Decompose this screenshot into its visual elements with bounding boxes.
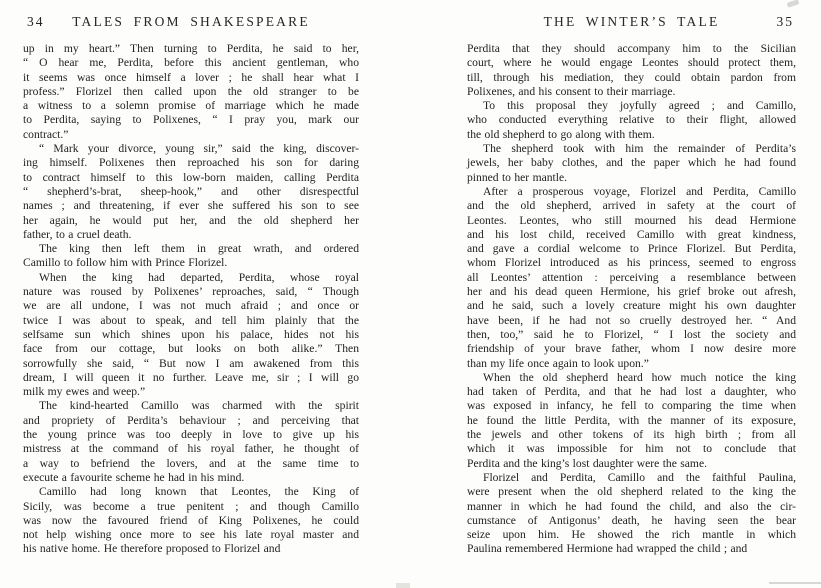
- text-line: Polixenes, and his consent to their marriage.: [467, 84, 676, 98]
- paragraph: [467, 142, 796, 185]
- text-line: Camillo to follow him with Prince Florizel.: [23, 256, 228, 270]
- text-line: manner in which he had found the child, and also the cir-: [467, 499, 796, 513]
- paragraph: [23, 485, 359, 556]
- text-line: friendship of your brave father, whom I now desire more: [467, 342, 796, 356]
- scan-artifact-top-right: [787, 0, 800, 8]
- paragraph: [467, 99, 796, 142]
- text-line: mistress at the command of his royal father, he thought of: [23, 442, 359, 456]
- left-page: [23, 13, 359, 557]
- text-line: The kind-hearted Camillo was charmed with the spirit: [39, 399, 359, 413]
- text-line: dream, I will queen it no further. Leave me, sir ; I will go: [23, 370, 359, 384]
- text-line: were present when the old shepherd related to the king the: [467, 485, 796, 499]
- left-running-title: TALES FROM SHAKESPEARE: [72, 14, 310, 29]
- text-line: and his lost child, received Camillo with great kindness,: [467, 227, 796, 241]
- text-line: “ Mark your divorce, young sir,” said the king, discover-: [39, 142, 359, 156]
- text-line: Leontes. Leontes, who still mourned his dead Hermione: [467, 213, 796, 227]
- text-line: court, where he would engage Leontes should protect them,: [467, 56, 796, 70]
- text-line: and gave a cordial welcome to Prince Florizel. But Perdita,: [467, 242, 796, 256]
- left-page-number: 34: [27, 14, 45, 29]
- right-page-header: [467, 13, 796, 30]
- text-line: her again, he would put her, and the old shepherd her: [23, 213, 359, 227]
- paragraph: [23, 271, 359, 400]
- text-line: and he said, such a lovely creature might his own daughter: [467, 299, 796, 313]
- text-line: the young prince was too deeply in love to give up his: [23, 428, 359, 442]
- paragraph: [23, 142, 359, 242]
- text-line: a way to befriend the lovers, and at the same time to: [23, 456, 359, 470]
- text-line: it seems was once himself a lover ; he shall hear what I: [23, 70, 359, 84]
- text-line: her and his dead queen Hermione, his grief broke out afresh,: [467, 285, 796, 299]
- text-line: The shepherd took with him the remainder of Perdita’s: [483, 142, 796, 156]
- paragraph: [23, 399, 359, 485]
- scan-artifact-bottom-right: [769, 582, 821, 584]
- text-line: execute a favourite scheme he had in his mind.: [23, 470, 245, 484]
- text-line: “ shepherd’s-brat, sheep-hook,” and other disrespectful: [23, 184, 359, 198]
- text-line: the jewels and other tokens of its high birth ; from all: [467, 428, 796, 442]
- text-line: Sicily, was become a true penitent ; and though Camillo: [23, 499, 359, 513]
- text-line: To this proposal they joyfully agreed ; and Camillo,: [483, 99, 796, 113]
- text-line: had taken of Perdita, and that he had lost a daughter, who: [467, 385, 796, 399]
- text-line: Paulina remembered Hermione had wrapped the child ; and: [467, 542, 748, 556]
- text-line: When the old shepherd heard how much notice the king: [483, 370, 796, 384]
- text-line: who conducted everything relative to their flight, allowed: [467, 113, 796, 127]
- text-line: up in my heart.” Then turning to Perdita, he said to her,: [23, 42, 359, 55]
- text-line: After a prosperous voyage, Florizel and Perdita, Camillo: [483, 184, 796, 198]
- text-line: face from our cottage, but looks on both alike.” Then: [23, 342, 359, 356]
- text-line: all Leontes’ attention : perceiving a resemblance between: [467, 270, 796, 284]
- text-line: “ O hear me, Perdita, before this ancient gentleman, who: [23, 56, 359, 70]
- text-line: sorrowfully she said, “ But now I am awakened from this: [23, 356, 359, 370]
- text-line: Perdita and the king’s lost daughter were the same.: [467, 456, 707, 470]
- text-line: a witness to a solemn promise of marriage which he made: [23, 99, 359, 113]
- right-running-title: THE WINTER’S TALE: [543, 14, 720, 29]
- text-line: Perdita that they should accompany him to the Sicilian: [467, 42, 796, 55]
- text-line: seize upon him. He showed the rich mantle in which: [467, 528, 796, 542]
- paragraph: [467, 42, 796, 99]
- left-page-text: [23, 42, 359, 557]
- text-line: The king then left them in great wrath, and ordered: [39, 242, 359, 256]
- paragraph: [23, 42, 359, 142]
- text-line: till, through his mediation, they could obtain pardon from: [467, 70, 796, 84]
- text-line: was exposed in infancy, he fell to comparing the time when: [467, 399, 796, 413]
- text-line: When the king had departed, Perdita, whose royal: [39, 270, 359, 284]
- text-line: which it was impossible for him not to conclude that: [467, 442, 796, 456]
- text-line: father, to a cruel death.: [23, 227, 132, 241]
- paragraph: [467, 371, 796, 471]
- text-line: Florizel and Perdita, Camillo and the faithful Paulina,: [483, 470, 796, 484]
- text-line: Camillo had long known that Leontes, the King of: [39, 485, 359, 499]
- paragraph: [467, 471, 796, 557]
- text-line: have been, if he had not so cruelly destroyed her. “ And: [467, 313, 796, 327]
- text-line: to Perdita, saying to Polixenes, “ I pray you, mark our: [23, 113, 359, 127]
- text-line: was now the favoured friend of King Polixenes, he could: [23, 513, 359, 527]
- text-line: ing himself. Polixenes then reproached his son for daring: [23, 156, 359, 170]
- text-line: jewels, her baby clothes, and the paper which he had found: [467, 156, 796, 170]
- text-line: not help wishing once more to see his late royal master and: [23, 528, 359, 542]
- text-line: nature was roused by Polixenes’ reproaches, said, “ Though: [23, 285, 359, 299]
- text-line: selfsame sun which shines upon his palace, hides not his: [23, 327, 359, 341]
- text-line: milk my ewes and weep.”: [23, 385, 146, 399]
- text-line: than my life once again to look upon.”: [467, 356, 649, 370]
- paragraph: [467, 185, 796, 371]
- text-line: the old shepherd to go along with them.: [467, 127, 655, 141]
- text-line: profess.” Florizel then called upon the old stranger to be: [23, 84, 359, 98]
- text-line: his native home. He therefore proposed to Florizel and: [23, 542, 281, 556]
- text-line: names ; and threatening, if ever she suffered his son to see: [23, 199, 359, 213]
- text-line: then, too,” said he to Florizel, “ I lost the society and: [467, 327, 796, 341]
- right-page-text: [467, 42, 796, 557]
- right-page: [467, 13, 796, 557]
- text-line: we are all undone, I was not much afraid ; and once or: [23, 299, 359, 313]
- text-line: pinned to her mantle.: [467, 170, 568, 184]
- left-page-header: [23, 13, 359, 30]
- text-line: whom Florizel introduced as his princess, seemed to engross: [467, 256, 796, 270]
- scan-artifact-bottom-gutter: [396, 583, 410, 588]
- right-page-number: 35: [776, 14, 794, 29]
- text-line: twice I was about to speak, and tell him plainly that the: [23, 313, 359, 327]
- text-line: cumstance of Antigonus’ death, he having seen the bear: [467, 513, 796, 527]
- text-line: to contract himself to this low-born maiden, calling Perdita: [23, 170, 359, 184]
- text-line: contract.”: [23, 127, 69, 141]
- text-line: and propriety of Perdita’s behaviour ; and perceiving that: [23, 413, 359, 427]
- paragraph: [23, 242, 359, 271]
- text-line: he found the little Perdita, with the manner of its exposure,: [467, 413, 796, 427]
- text-line: and the old shepherd, arrived in safety at the court of: [467, 199, 796, 213]
